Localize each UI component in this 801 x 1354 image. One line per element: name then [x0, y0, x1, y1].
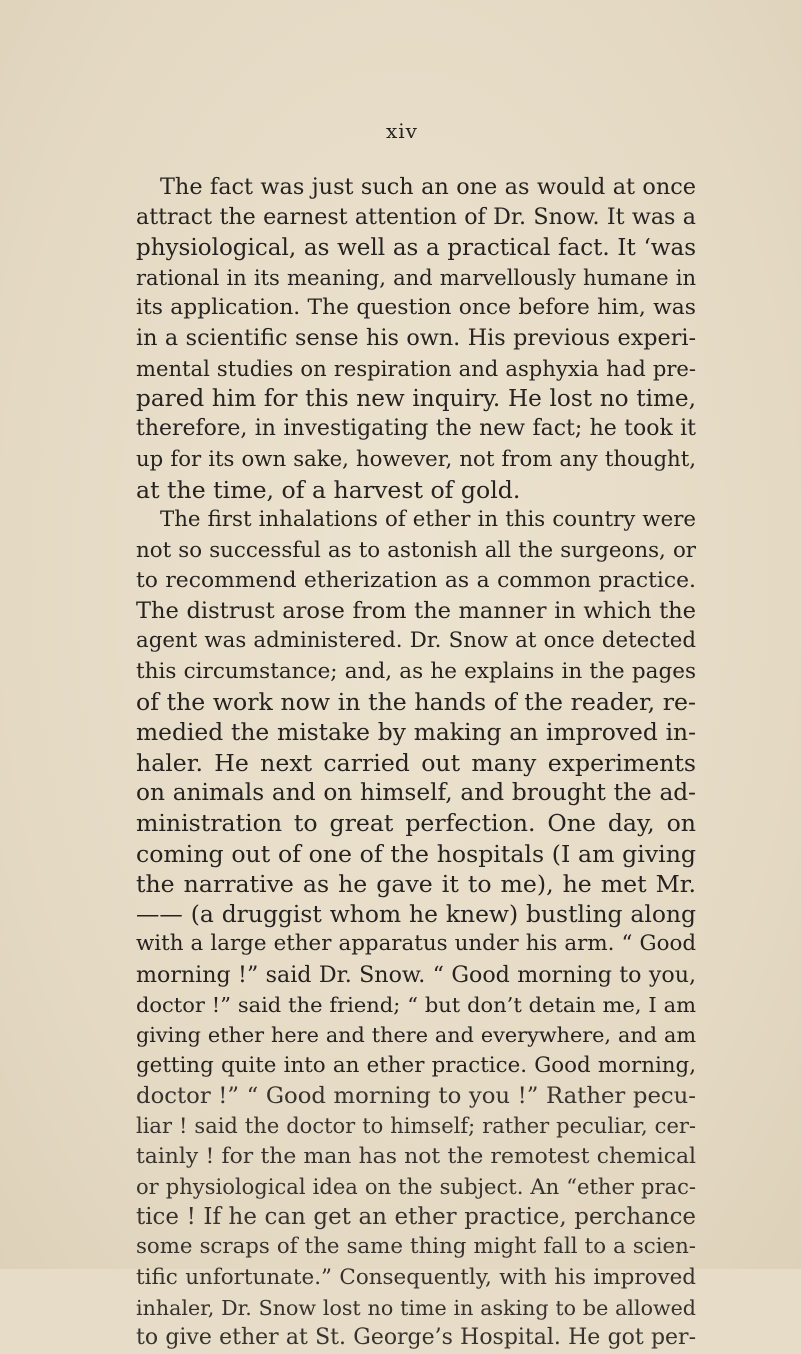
text-line: in a scientific sense his own. His previous experi- — [136, 325, 696, 352]
text-line: to recommend etherization as a common practice. — [136, 567, 696, 593]
text-line: morning !” said Dr. Snow. “ Good morning to you, — [136, 961, 696, 988]
body-text — [136, 172, 696, 1354]
text-line: up for its own sake, however, not from any thought, — [136, 446, 696, 472]
text-line: tice ! If he can get an ether practice, perchance — [136, 1204, 696, 1231]
text-line: ministration to great perfection. One day, on — [136, 809, 696, 838]
text-line: this circumstance; and, as he explains in the pages — [136, 658, 696, 684]
text-line: tainly ! for the man has not the remotest chemical — [136, 1143, 696, 1169]
text-line: —— (a druggist whom he knew) bustling along — [136, 900, 696, 929]
text-line: physiological, as well as a practical fact. It ‘was — [136, 234, 696, 261]
text-line: doctor !” said the friend; “ but don’t detain me, I am — [136, 993, 696, 1018]
text-line: getting quite into an ether practice. Good morning, — [136, 1052, 696, 1078]
text-line: at the time, of a harvest of gold. — [136, 475, 521, 504]
text-line: not so successful as to astonish all the surgeons, or — [136, 537, 696, 563]
text-line: to give ether at St. George’s Hospital. He got per- — [136, 1325, 696, 1351]
text-line: inhaler, Dr. Snow lost no time in asking to be allowed — [136, 1295, 696, 1320]
text-line: some scraps of the same thing might fall to a scien- — [136, 1234, 696, 1260]
text-line: mental studies on respiration and asphyxia had pre- — [136, 355, 696, 381]
text-line: with a large ether apparatus under his arm. “ Good — [136, 931, 696, 957]
text-line: The distrust arose from the manner in which the — [136, 598, 696, 625]
text-line: attract the earnest attention of Dr. Snow. It was a — [136, 204, 696, 231]
text-line: doctor !” “ Good morning to you !” Rather pecu- — [136, 1082, 696, 1109]
text-line: haler. He next carried out many experiments — [136, 748, 696, 777]
page-number: xiv — [386, 119, 418, 143]
text-line: coming out of one of the hospitals (I am giving — [136, 839, 696, 868]
text-line: of the work now in the hands of the reader, re- — [136, 688, 696, 717]
text-line: liar ! said the doctor to himself; rather peculiar, cer- — [136, 1114, 696, 1139]
text-line: pared him for this new inquiry. He lost no time, — [136, 386, 696, 413]
text-line: the narrative as he gave it to me), he met Mr. — [136, 869, 696, 898]
text-line: rational in its meaning, and marvellously humane in — [136, 264, 696, 290]
text-line: therefore, in investigating the new fact; he took it — [136, 416, 696, 442]
text-line: The fact was just such an one as would at once — [160, 174, 696, 200]
text-line: its application. The question once before him, was — [136, 295, 696, 321]
text-line: medied the mistake by making an improved in- — [136, 718, 696, 747]
text-line: on animals and on himself, and brought the ad- — [136, 778, 696, 806]
text-line: giving ether here and there and everywhere, and am — [136, 1023, 696, 1048]
text-line: agent was administered. Dr. Snow at once detected — [136, 628, 696, 654]
text-line: The first inhalations of ether in this country were — [160, 507, 696, 533]
text-line: or physiological idea on the subject. An “ether prac- — [136, 1173, 696, 1199]
text-line: tific unfortunate.” Consequently, with his improved — [136, 1264, 696, 1290]
